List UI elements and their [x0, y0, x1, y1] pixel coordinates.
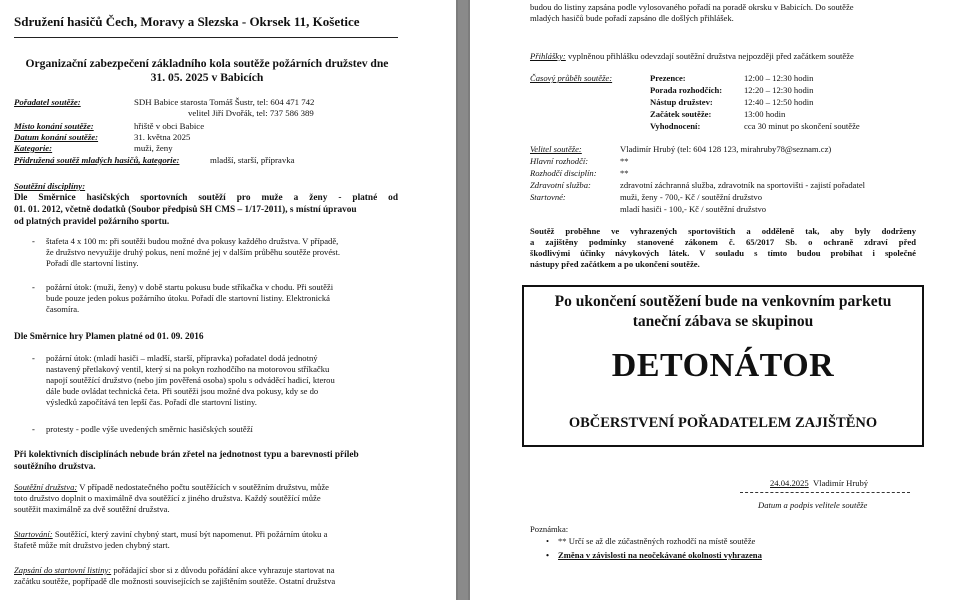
info-label-youth: Přidružená soutěž mladých hasičů, kategorie: — [14, 155, 180, 165]
start-paragraph: Startování: Soutěžící, který zaviní chybný start, musí být napomenut. Při požárním útoku a — [14, 529, 328, 539]
band-name: DETONÁTOR — [611, 347, 835, 384]
staff-label-fee: Startovné: — [530, 192, 566, 202]
staff-value-medical: zdravotní záchranná služba, zdravotník na sportovišti - zajistí pořadatel — [620, 180, 866, 190]
info-value-youth: mladší, starší, přípravka — [210, 155, 295, 165]
schedule-key-4: Vyhodnocení: — [650, 121, 701, 131]
teams-paragraph: Soutěžní družstva: V případě nedostatečného počtu soutěžících v soutěžním družstvu, může — [14, 482, 329, 492]
staff-label-judges: Rozhodčí disciplín: — [530, 168, 597, 178]
directive-1-line1: Dle Směrnice hasičských sportovních soutěží pro muže a ženy - platné od — [14, 193, 398, 203]
registration-line2: začátku soutěže, popřípadě dle možnosti souvisejících se zajištěním soutěže. Ostatní družstva — [14, 576, 336, 586]
dance-announcement-box — [522, 285, 924, 447]
signature-date: 24.04.2025 — [770, 478, 809, 488]
staff-label-chief-judge: Hlavní rozhodčí: — [530, 156, 589, 166]
list-item-relay: - štafeta 4 x 100 m: při soutěži budou možné dva pokusy každého družstva. V případě, že družstvo nevyužije druhý pokus, není možné jej v dalším průběhu soutěže provést. Pořadí dle startovní listiny. — [32, 236, 341, 268]
staff-value-fee-youth: mladí hasiči - 100,- Kč / soutěžní družstvo — [620, 204, 767, 214]
refreshments-note: OBČERSTVENÍ POŘADATELEM ZAJIŠTĚNO — [568, 415, 878, 431]
schedule-key-2: Nástup družstev: — [650, 97, 713, 107]
list-item-fire-attack: - požární útok: (muži, ženy) v době startu pokusu bude stříkačka v chodu. Při soutěži bude pouze jeden pokus požárního útoku. Pořadí dle startovní listiny. Elektronická časomíra. — [32, 282, 334, 314]
staff-label-medical: Zdravotní služba: — [530, 180, 591, 190]
teams-line3: soutěžit maximálně za dvě soutěžní družstva. — [14, 504, 170, 514]
schedule-val-1: 12:20 – 12:30 hodin — [744, 85, 814, 95]
schedule-key-3: Začátek soutěže: — [650, 109, 712, 119]
schedule-val-2: 12:40 – 12:50 hodin — [744, 97, 814, 107]
bullet-icon: - — [32, 353, 35, 363]
directive-1-line2: 01. 01. 2012, včetně dodatků (Soubor předpisů SH CMS – 1/17-2011), s místní úpravou — [14, 205, 357, 215]
registration-continued-1: budou do listiny zapsána podle vylosovaného pořadí na poradě okrsku v Babicích. Do soutěže — [530, 2, 854, 12]
doc-title-line2: 31. 05. 2025 v Babicích — [150, 71, 264, 84]
signature-caption: Datum a podpis velitele soutěže — [758, 500, 868, 510]
info-label-organizer: Pořadatel soutěže: — [14, 97, 81, 107]
schedule-key-0: Prezence: — [650, 73, 686, 83]
applications-label: Přihlášky: — [530, 51, 566, 61]
bullet-icon: • — [546, 536, 550, 546]
schedule-heading: Časový průběh soutěže: — [530, 73, 613, 83]
document-page-right — [470, 0, 958, 600]
info-label-date: Datum konání soutěže: — [14, 132, 99, 142]
info-value-date: 31. května 2025 — [134, 132, 191, 142]
start-label: Startování: — [14, 529, 53, 539]
safety-line2: a zajištěny podmínky stanovené zákonem č. 65/2017 Sb. o ochraně zdraví před — [530, 237, 916, 247]
info-value-category: muži, ženy — [134, 143, 173, 153]
doc-title-line1: Organizační zabezpečení základního kola soutěže požárních družstev dne — [25, 57, 389, 70]
info-label-venue: Místo konání soutěže: — [14, 121, 94, 131]
note-item-1: • ** Určí se až dle zúčastněných rozhodčí na místě soutěže — [546, 536, 756, 546]
association-header: Sdružení hasičů Čech, Moravy a Slezska - Okrsek 11, Košetice — [14, 14, 360, 29]
list-item-youth-attack: - požární útok: (mladí hasiči – mladší, starší, přípravka) pořadatel dodá jednotný nastavený přetlakový ventil, který si na pokyn rozhodčího na motorovou stříkačku napojí soutěžící družstvo (nebo jím pověřená osoba) spolu s odváděcí hadicí, kterou dále bude ovládat technická četa. Při soutěži jsou možné dva pokusy, kdy se do výsledků započítává ten lepší čas. Pořadí dle startovní listiny. — [32, 353, 335, 407]
teams-label: Soutěžní družstva: — [14, 482, 78, 492]
signature-block — [770, 478, 868, 489]
info-value-venue: hřiště v obci Babice — [134, 121, 205, 131]
bullet-icon: - — [32, 282, 35, 292]
bullet-icon: • — [546, 550, 550, 560]
schedule-val-3: 13:00 hodin — [744, 109, 786, 119]
announcement-line1: Po ukončení soutěžení bude na venkovním parketu — [554, 293, 892, 310]
info-value-organizer-2: velitel Jiří Dvořák, tel: 737 586 389 — [188, 108, 314, 118]
registration-label: Zapsání do startovní listiny: — [14, 565, 112, 575]
schedule-key-1: Porada rozhodčích: — [650, 85, 723, 95]
signature-name: Vladimír Hrubý — [812, 478, 869, 488]
info-label-category: Kategorie: — [14, 143, 53, 153]
signature-line — [740, 492, 910, 493]
bullet-icon: - — [32, 424, 35, 434]
bullet-icon: - — [32, 236, 35, 246]
safety-line1: Soutěž proběhne ve vyhrazených sportovištích a odděleně tak, aby byly dodrženy — [530, 226, 916, 236]
page-gutter — [456, 0, 470, 600]
document-page-left — [0, 0, 456, 600]
helmets-line1: Při kolektivních disciplínách nebude brán zřetel na jednotnost typu a barevnosti příleb — [14, 450, 359, 460]
helmets-line2: soutěžního družstva. — [14, 462, 96, 472]
header-rule — [14, 37, 398, 38]
registration-continued-2: mladých hasičů bude pořadí zapsáno dle došlých přihlášek. — [530, 13, 734, 23]
staff-value-judges: ** — [620, 168, 629, 178]
note-heading: Poznámka: — [530, 524, 569, 534]
directive-2: Dle Směrnice hry Plamen platné od 01. 09. 2016 — [14, 332, 204, 342]
registration-paragraph: Zapsání do startovní listiny: pořádající sbor si z důvodu pořádání akce vyhrazuje startovat na — [14, 565, 335, 575]
safety-line3: škodlivými účinky návykových látek. V souladu s tímto budou probíhat i společné — [530, 248, 916, 258]
staff-value-chief-judge: ** — [620, 156, 629, 166]
list-item-protests: - protesty - podle výše uvedených směrnic hasičských soutěží — [32, 424, 253, 434]
announcement-line2: taneční zábava se skupinou — [632, 313, 814, 330]
schedule-val-0: 12:00 – 12:30 hodin — [744, 73, 814, 83]
note-item-2: • Změna v závislosti na neočekávané okolnosti vyhrazena — [546, 550, 762, 560]
disciplines-heading: Soutěžní disciplíny: — [14, 181, 86, 191]
info-value-organizer: SDH Babice starosta Tomáš Šustr, tel: 604 471 742 — [134, 97, 315, 107]
staff-value-fee: muži, ženy - 700,- Kč / soutěžní družstvo — [620, 192, 762, 202]
staff-label-commander: Velitel soutěže: — [530, 144, 582, 154]
start-line2: štafetě může mít družstvo jeden chybný start. — [14, 540, 170, 550]
staff-value-commander: Vladimír Hrubý (tel: 604 128 123, mirahruby78@seznam.cz) — [620, 144, 832, 154]
safety-line4: nástupy před začátkem a po ukončení soutěže. — [530, 259, 700, 269]
directive-1-line3: od platných pravidel požárního sportu. — [14, 217, 170, 227]
applications-paragraph: Přihlášky: vyplněnou přihlášku odevzdají soutěžní družstva nejpozději před začátkem soutěže — [530, 51, 854, 61]
schedule-val-4: cca 30 minut po skončení soutěže — [744, 121, 860, 131]
teams-line2: toto družstvo doplnit o maximálně dva soutěžící z jiného družstva. Každý soutěžící může — [14, 493, 321, 503]
